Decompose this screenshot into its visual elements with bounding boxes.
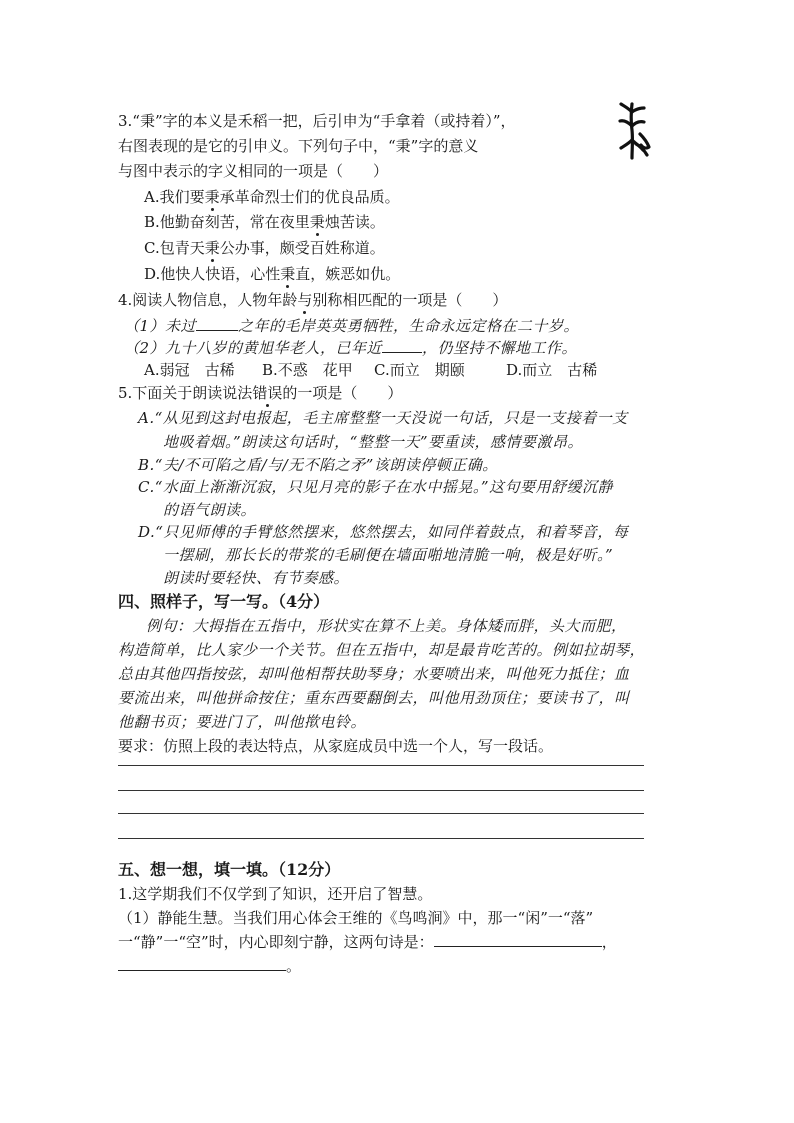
- q3-stem-line3: 与图中表示的字义相同的一项是（ ）: [118, 162, 389, 180]
- q4-item-1-blank[interactable]: [196, 316, 238, 331]
- q5-stem: 5.下面关于朗读说法错误的一项是（ ）: [118, 384, 403, 402]
- q4-option-a[interactable]: A.弱冠 古稀: [144, 361, 235, 379]
- q4-item-1: （1）未过 之年的毛岸英英勇牺牲，生命永远定格在二十岁。: [124, 317, 580, 335]
- q5-option-a-line1: A.“从见到这封电报起，毛主席整整一天没说一句话，只是一支接着一支: [138, 409, 628, 427]
- poem-blank-1[interactable]: [434, 932, 602, 947]
- section4-requirement: 要求：仿照上段的表达特点，从家庭成员中选一个人，写一段话。: [118, 737, 554, 755]
- section5-title: 五、想一想，填一填。（12分）: [118, 860, 341, 879]
- q5-option-c-line1: C.“水面上渐渐沉寂，只见月亮的影子在水中摇晃。”这句要用舒缓沉静: [138, 478, 614, 496]
- q4-option-d[interactable]: D.而立 古稀: [506, 361, 598, 379]
- section4-example-line1: 例句：大拇指在五指中，形状实在算不上美。身体矮而胖，头大而肥，: [146, 617, 627, 635]
- q4-option-b[interactable]: B.不惑 花甲: [262, 361, 353, 379]
- q3-option-b: B.他勤奋刻苦，常在夜里秉烛苦读。: [144, 213, 385, 231]
- q3-option-d: D.他快人快语，心性秉直，嫉恶如仇。: [144, 265, 401, 283]
- q5-option-d-line3: 朗读时要轻快、有节奏感。: [163, 569, 350, 587]
- section4-example-line5: 他翻书页；要进门了，叫他揿电铃。: [118, 713, 367, 731]
- section5-line1: 1.这学期我们不仅学到了知识，还开启了智慧。: [118, 885, 433, 903]
- q3-option-a: A.我们要秉承革命烈士们的优良品质。: [144, 188, 400, 206]
- answer-line-1[interactable]: [118, 765, 644, 766]
- section5-line4: 。: [118, 956, 301, 976]
- q5-option-d-line1: D.“只见师傅的手臂悠然摆来，悠然摆去，如同伴着鼓点，和着琴音，每: [138, 523, 629, 541]
- q4-item-2: （2）九十八岁的黄旭华老人，已年近 ，仍坚持不懈地工作。: [124, 339, 578, 357]
- q4-item-2-blank[interactable]: [382, 338, 422, 353]
- poem-blank-2[interactable]: [118, 956, 286, 971]
- q5-option-b: B.“夫/不可陷之盾/与/无不陷之矛”该朗读停顿正确。: [138, 456, 498, 474]
- q5-option-d-line2: 一摆刷，那长长的带浆的毛刷便在墙面啪地清脆一响，极是好听。”: [163, 546, 614, 564]
- answer-line-2[interactable]: [118, 790, 644, 791]
- q5-option-c-line2: 的语气朗读。: [163, 501, 257, 519]
- answer-line-3[interactable]: [118, 813, 644, 814]
- section4-example-line4: 要流出来，叫他拼命按住；重东西要翻倒去，叫他用劲顶住；要读书了，叫: [118, 689, 630, 707]
- q3-option-c: C.包青天秉公办事，颇受百姓称道。: [144, 239, 385, 257]
- q3-stem-line2: 右图表现的是它的引申义。下列句子中，“秉”字的意义: [118, 137, 479, 155]
- section5-line2: （1）静能生慧。当我们用心体会王维的《鸟鸣涧》中，那一“闲”一“落”: [118, 909, 594, 927]
- q4-option-c[interactable]: C.而立 期颐: [374, 361, 465, 379]
- answer-line-4[interactable]: [118, 838, 644, 839]
- q3-stem-line1: 3.“秉”字的本义是禾稻一把，后引申为“手拿着（或持着）”，: [118, 112, 516, 130]
- section5-line3: 一“静”一“空”时，内心即刻宁静，这两句诗是： ，: [118, 933, 617, 951]
- section4-title: 四、照样子，写一写。（4分）: [118, 592, 330, 611]
- q4-stem: 4.阅读人物信息，人物年龄与别称相匹配的一项是（ ）: [118, 291, 508, 309]
- bing-ancient-glyph-icon: [616, 100, 652, 162]
- section4-example-line2: 构造简单，比人家少一个关节。但在五指中，却是最肯吃苦的。例如拉胡琴，: [118, 641, 646, 659]
- section4-example-line3: 总由其他四指按弦，却叫他相帮扶助琴身；水要喷出来，叫他死力抵住；血: [118, 665, 630, 683]
- q4-options: [144, 360, 597, 380]
- q5-option-a-line2: 地吸着烟。”朗读这句话时，“整整一天”要重读，感情要激昂。: [163, 433, 584, 451]
